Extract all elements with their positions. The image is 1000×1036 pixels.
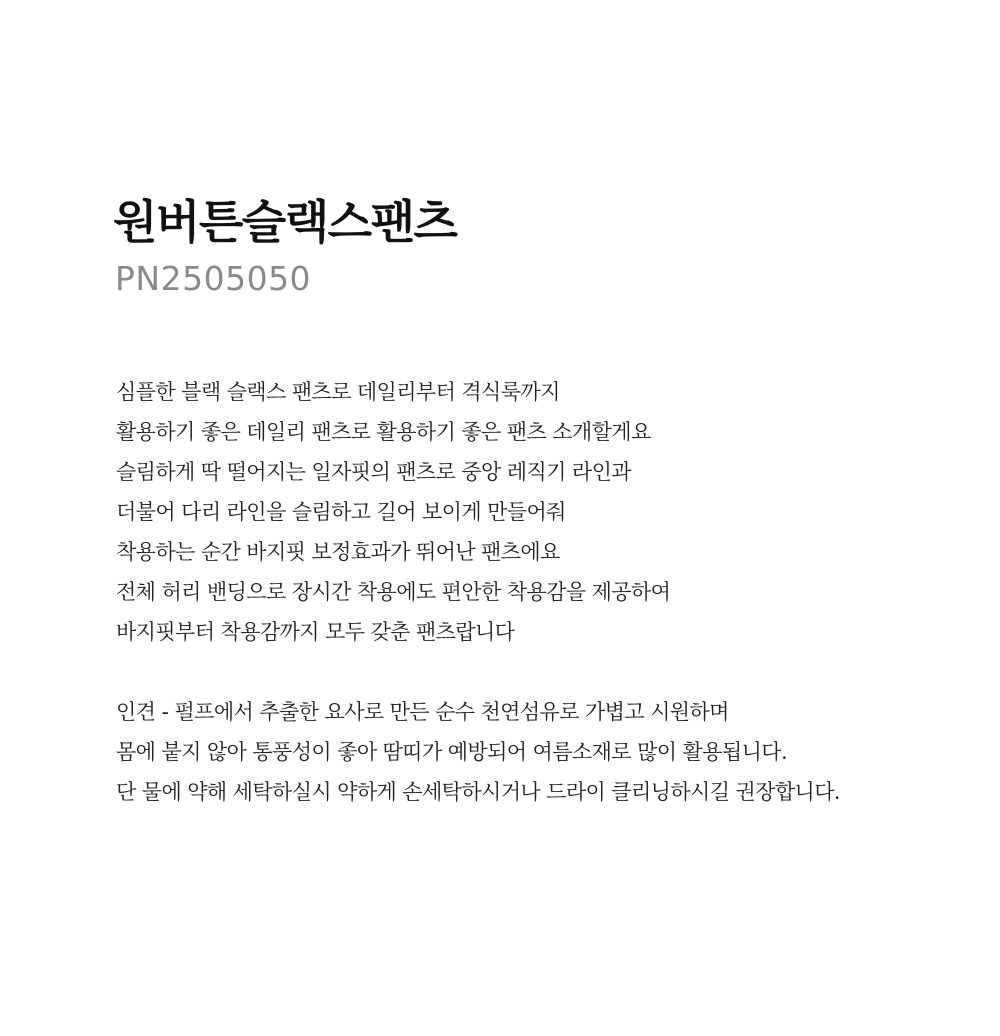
description-line: 몸에 붙지 않아 통풍성이 좋아 땀띠가 예방되어 여름소재로 많이 활용됩니다.: [116, 740, 788, 764]
product-title: 원버튼슬랙스팬츠: [113, 195, 457, 249]
description-line: 슬림하게 딱 떨어지는 일자핏의 팬츠로 중앙 레직기 라인과: [116, 460, 631, 484]
description-line: 바지핏부터 착용감까지 모두 갖춘 팬츠랍니다: [116, 620, 515, 644]
description-line: 전체 허리 밴딩으로 장시간 착용에도 편안한 착용감을 제공하여: [116, 580, 671, 604]
description-line: 활용하기 좋은 데일리 팬츠로 활용하기 좋은 팬츠 소개할게요: [116, 420, 651, 444]
description-paragraph-2: [116, 692, 976, 812]
description-line: 인견 - 펄프에서 추출한 요사로 만든 순수 천연섬유로 가볍고 시원하며: [116, 700, 729, 724]
description-line: 단 물에 약해 세탁하실시 약하게 손세탁하시거나 드라이 클리닝하시길 권장합니다.: [116, 780, 840, 804]
description-line: 더불어 다리 라인을 슬림하고 길어 보이게 만들어줘: [116, 500, 566, 524]
description-line: 착용하는 순간 바지핏 보정효과가 뛰어난 팬츠에요: [116, 540, 560, 564]
product-code: PN2505050: [115, 259, 312, 298]
description-paragraph-1: [116, 372, 976, 652]
description-line: 심플한 블랙 슬랙스 팬츠로 데일리부터 격식룩까지: [116, 380, 560, 404]
